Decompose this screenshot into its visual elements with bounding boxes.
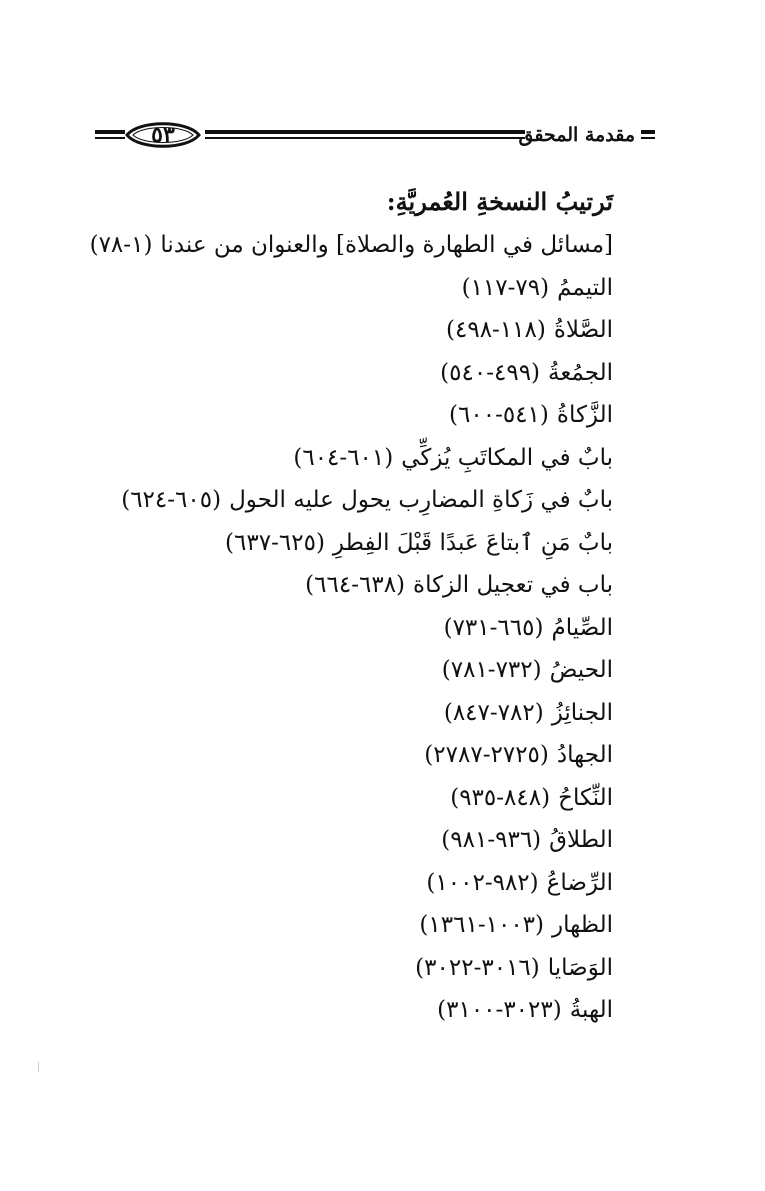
page-number-ornament [125, 118, 201, 152]
margin-mark [38, 1062, 39, 1072]
entry-range: (٤٩٩-٥٤٠) [440, 359, 541, 386]
entry-title: النِّكاحُ [558, 784, 613, 811]
list-item [93, 522, 613, 565]
list-item [93, 479, 613, 522]
entry-title: الصِّيامُ [551, 614, 613, 641]
list-item [93, 564, 613, 607]
entry-title: الطلاقُ [549, 827, 613, 853]
entry-title: باب في تعجيل الزكاة [413, 572, 613, 598]
running-title: مقدمة المحقق [518, 124, 635, 146]
list-item [93, 394, 613, 437]
list-item [93, 947, 613, 990]
entry-title: الجنائِزُ [551, 699, 613, 726]
entry-range: (٣٠٢٣-٣١٠٠) [437, 997, 562, 1023]
entry-title: الجهادُ [556, 742, 613, 768]
list-item [93, 352, 613, 395]
entry-range: (٣٠١٦-٣٠٢٢) [415, 954, 540, 981]
entry-title: بابٌ في المكاتَبِ يُزكِّي [401, 444, 613, 471]
entry-range: (٧٣٢-٧٨١) [441, 657, 542, 683]
entry-range: (٩٨٢-١٠٠٢) [426, 869, 539, 896]
list-item [93, 862, 613, 905]
header-rule [205, 130, 525, 141]
entry-title: الظهار [552, 912, 613, 938]
entry-range: (٦٠١-٦٠٤) [293, 444, 394, 471]
entry-title: بابٌ في زَكاةِ المضارِب يحول عليه الحول [229, 487, 613, 513]
entries-list [89, 224, 613, 1032]
list-item [93, 989, 613, 1032]
section-heading: تَرتيبُ النسخةِ العُمريَّةِ: [386, 187, 613, 216]
list-item [93, 692, 613, 735]
entry-title: الصَّلاةُ [553, 317, 613, 343]
list-item [93, 777, 613, 820]
list-item [93, 267, 613, 310]
entry-title: الوَصَايا [547, 954, 613, 981]
entry-range: (٢٧٢٥-٢٧٨٧) [424, 742, 549, 768]
entry-range: (٦٦٥-٧٣١) [443, 614, 544, 641]
entry-range: (١-٧٨) [89, 232, 153, 258]
page-number: ٥٣ [151, 122, 175, 148]
entry-range: (٨٤٨-٩٣٥) [450, 784, 551, 811]
list-item [89, 224, 613, 267]
entry-range: (٧٩-١١٧) [461, 274, 550, 301]
entry-range: (١١٨-٤٩٨) [446, 317, 546, 343]
entry-title: [مسائل في الطهارة والصلاة] والعنوان من عندنا [160, 232, 613, 258]
entry-title: الزَّكاةُ [556, 402, 613, 428]
page-header [95, 118, 655, 154]
entry-title: الحيضُ [549, 657, 613, 683]
list-item [93, 607, 613, 650]
list-item [93, 734, 613, 777]
body-text [89, 180, 613, 1032]
entry-range: (٧٨٢-٨٤٧) [443, 699, 544, 726]
entry-range: (١٠٠٣-١٣٦١) [419, 912, 545, 938]
entry-range: (٦٣٨-٦٦٤) [305, 572, 406, 598]
entry-title: بابٌ مَنِ ٱبتاعَ عَبدًا قَبْلَ الفِطرِ [332, 529, 613, 556]
list-item [93, 819, 613, 862]
list-item [93, 649, 613, 692]
entry-range: (٩٣٦-٩٨١) [441, 827, 542, 853]
list-item [93, 309, 613, 352]
entry-title: الهبةُ [569, 997, 613, 1023]
entry-title: التيممُ [557, 274, 613, 301]
entry-range: (٦٠٥-٦٢٤) [121, 487, 222, 513]
list-item [93, 437, 613, 480]
entry-title: الجمُعةُ [548, 359, 613, 386]
header-rule-right [641, 130, 655, 141]
entry-title: الرِّضاعُ [546, 869, 613, 896]
header-rule-left [95, 130, 125, 141]
entry-range: (٥٤١-٦٠٠) [449, 402, 549, 428]
entry-range: (٦٢٥-٦٣٧) [225, 529, 325, 556]
list-item [93, 904, 613, 947]
